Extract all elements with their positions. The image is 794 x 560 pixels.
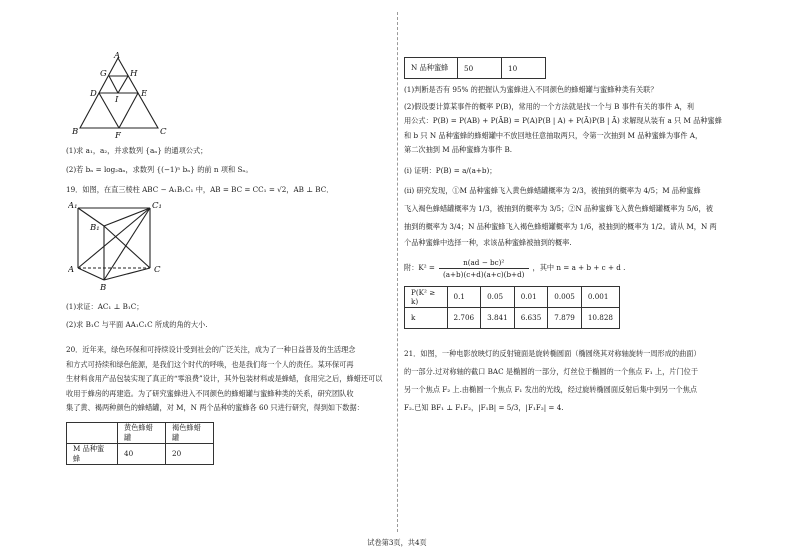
table-cell: 40 (118, 443, 166, 464)
table-cell: k (405, 307, 448, 328)
label-B: B (72, 127, 79, 137)
q20-part2-line: 用公式：P(B) = P(AB) + P(ĀB) = P(A)P(B | A) + P(Ā)P(B | Ā) 求解现从装有 a 只 M 品种蜜蜂 (404, 116, 722, 126)
table-header-row (67, 422, 214, 443)
left-column (66, 52, 388, 465)
q20-stem (66, 343, 388, 416)
label-C1: C₁ (152, 200, 162, 211)
label-G: G (100, 69, 107, 79)
table-cell: 0.001 (581, 286, 619, 307)
q21-line: 21．如图，一种电影放映灯的反射镜面是旋转椭圆面（椭圆绕其对称轴旋转一周形成的曲面） (404, 348, 701, 358)
formula-denominator: (a+b)(c+d)(a+c)(b+d) (442, 269, 525, 279)
q20-part2-line: 第二次抽到 M 品种蜜蜂为事件 B. (404, 145, 513, 155)
q19-part2: (2)求 B₁C 与平面 AA₁C₁C 所成的角的大小. (66, 320, 208, 330)
bee-data-table (66, 422, 214, 465)
table-row (405, 286, 620, 307)
q20-part2-ii (404, 182, 734, 251)
formula-numerator: n(ad − bc)² (439, 257, 529, 269)
table-row (67, 443, 214, 464)
table-cell: M 品种蜜蜂 (67, 443, 118, 464)
table-cell: 7.879 (548, 307, 582, 328)
q20-line: 生材料食用产品包装实现了真正的“零浪费”设计，其外包装材料或是蜂蜡，食用完之后，蜂蜡还可以 (66, 374, 383, 384)
q18-part2: (2)若 bₙ = log₂aₙ，求数列 {(−1)ⁿ bₙ} 的前 n 项和 Sₙ。 (66, 164, 253, 174)
label-C: C (154, 264, 161, 275)
q18-part1: (1)求 a₁，a₂，并求数列 {aₙ} 的通项公式； (66, 146, 208, 155)
q20-part2-ii-line: 抽到的概率为 3/4；N 品种蜜蜂飞入褐色蜂蜡罐概率为 1/6，被抽到的概率为 1/2。请从 M，N 两 (404, 221, 717, 231)
q19-part1: (1)求证：AC₁ ⊥ B₁C； (66, 301, 144, 311)
label-B1: B₁ (90, 222, 100, 233)
table-cell: 20 (166, 443, 214, 464)
label-D: D (90, 89, 97, 99)
table-cell: 黄色蜂蜡罐 (118, 422, 166, 443)
table-cell: 3.841 (481, 307, 515, 328)
table-cell: 2.706 (447, 307, 481, 328)
label-A: A (68, 264, 75, 275)
table-cell (67, 422, 118, 443)
table-cell: 0.01 (514, 286, 548, 307)
table-cell: 0.1 (447, 286, 481, 307)
label-A: A (114, 52, 121, 61)
table-cell: 50 (458, 58, 502, 79)
q20-part1: (1)判断是否有 95% 的把握认为蜜蜂进入不同颜色的蜂蜡罐与蜜蜂种类有关联？ (404, 85, 658, 94)
q21-stem (404, 345, 734, 417)
q21-line: 另一个焦点 F₂ 上.由椭圆一个焦点 F₁ 发出的光线，经过旋转椭圆面反射后集中到另一个焦点 (404, 384, 698, 394)
q20-line: 收用于蜂房的再建造。为了研究蜜蜂进入不同颜色的蜂蜡罐与蜜蜂种类的关系，研究团队收 (66, 388, 354, 398)
table-cell: P(K² ≥ k) (405, 286, 448, 307)
table-cell: 10 (502, 58, 546, 79)
right-column (404, 57, 734, 417)
q20-part2-ii-line: 个品种蜜蜂中选择一种，求该品种蜜蜂被抽到的概率. (404, 237, 572, 247)
q20-part2-ii-line: 飞入褐色蜂蜡罐概率为 1/3，被抽到的概率为 3/5；②N 品种蜜蜂飞入黄色蜂蜡罐概率为 5/6，被 (404, 203, 713, 213)
label-B: B (100, 282, 107, 290)
bee-data-table-continued (404, 57, 546, 79)
label-C: C (160, 127, 167, 137)
q19-stem: 19．如图，在直三棱柱 ABC − A₁B₁C₁ 中，AB = BC = CC₁ = √2，AB ⊥ BC． (66, 185, 334, 195)
q20-part2-i: (i) 证明：P(B) = a/(a+b)； (404, 165, 497, 175)
table-cell: 10.828 (581, 307, 619, 328)
label-A1: A₁ (68, 200, 78, 211)
q20-part2-line: (2)假设要计算某事件的概率 P(B)，常用的一个方法就是找一个与 B 事件有关的事件 A，利 (404, 101, 694, 111)
table-row (405, 58, 546, 79)
table-cell: 褐色蜂蜡罐 (166, 422, 214, 443)
triangle-figure (70, 52, 180, 142)
q21-line: F₂.已知 BF₁ ⊥ F₁F₂，|F₁B| = 5/3，|F₁F₂| = 4. (404, 402, 564, 412)
formula-fraction (439, 257, 529, 280)
formula-suffix: ，其中 n = a + b + c + d . (532, 263, 626, 273)
table-cell: 6.635 (514, 307, 548, 328)
q20-line: 集了黄、褐两种颜色的蜂蜡罐，对 M，N 两个品种的蜜蜂各 60 只进行研究，得到如下数据： (66, 403, 364, 413)
q20-part2-line: 和 b 只 N 品种蜜蜂的蜂蜡罐中不放回地任意抽取两只，令第一次抽到 M 品种蜜蜂为事件 A， (404, 130, 703, 140)
formula-prefix: 附：K² = (404, 263, 435, 273)
page-footer: 试卷第3页，共4页 (367, 538, 427, 547)
q20-part2 (404, 100, 734, 158)
label-F: F (115, 131, 121, 141)
table-row (405, 307, 620, 328)
q20-line: 20．近年来，绿色环保和可持续设计受到社会的广泛关注，成为了一种日益普及的生活理念 (66, 344, 356, 354)
q20-part2-ii-line: (ii) 研究发现，①M 品种蜜蜂飞入黄色蜂蜡罐概率为 2/3，被抽到的概率为 4/5；M 品种蜜蜂 (404, 185, 701, 195)
label-H: H (130, 69, 138, 79)
label-I: I (115, 95, 119, 105)
q20-line: 和方式可持续和绿色能源，是我们这个时代的呼唤，也是我们每一个人的责任。某环保可再 (66, 359, 354, 369)
label-E: E (141, 89, 148, 99)
q21-line: 的一部分.过对称轴的截口 BAC 是椭圆的一部分，灯丝位于椭圆的一个焦点 F₁ 上，片门位于 (404, 366, 699, 376)
chi-square-formula (404, 257, 734, 280)
prism-figure (68, 198, 168, 290)
page-fold-line (397, 12, 398, 532)
table-cell: 0.005 (548, 286, 582, 307)
critical-value-table (404, 286, 620, 329)
table-cell: 0.05 (481, 286, 515, 307)
table-cell: N 品种蜜蜂 (405, 58, 458, 79)
